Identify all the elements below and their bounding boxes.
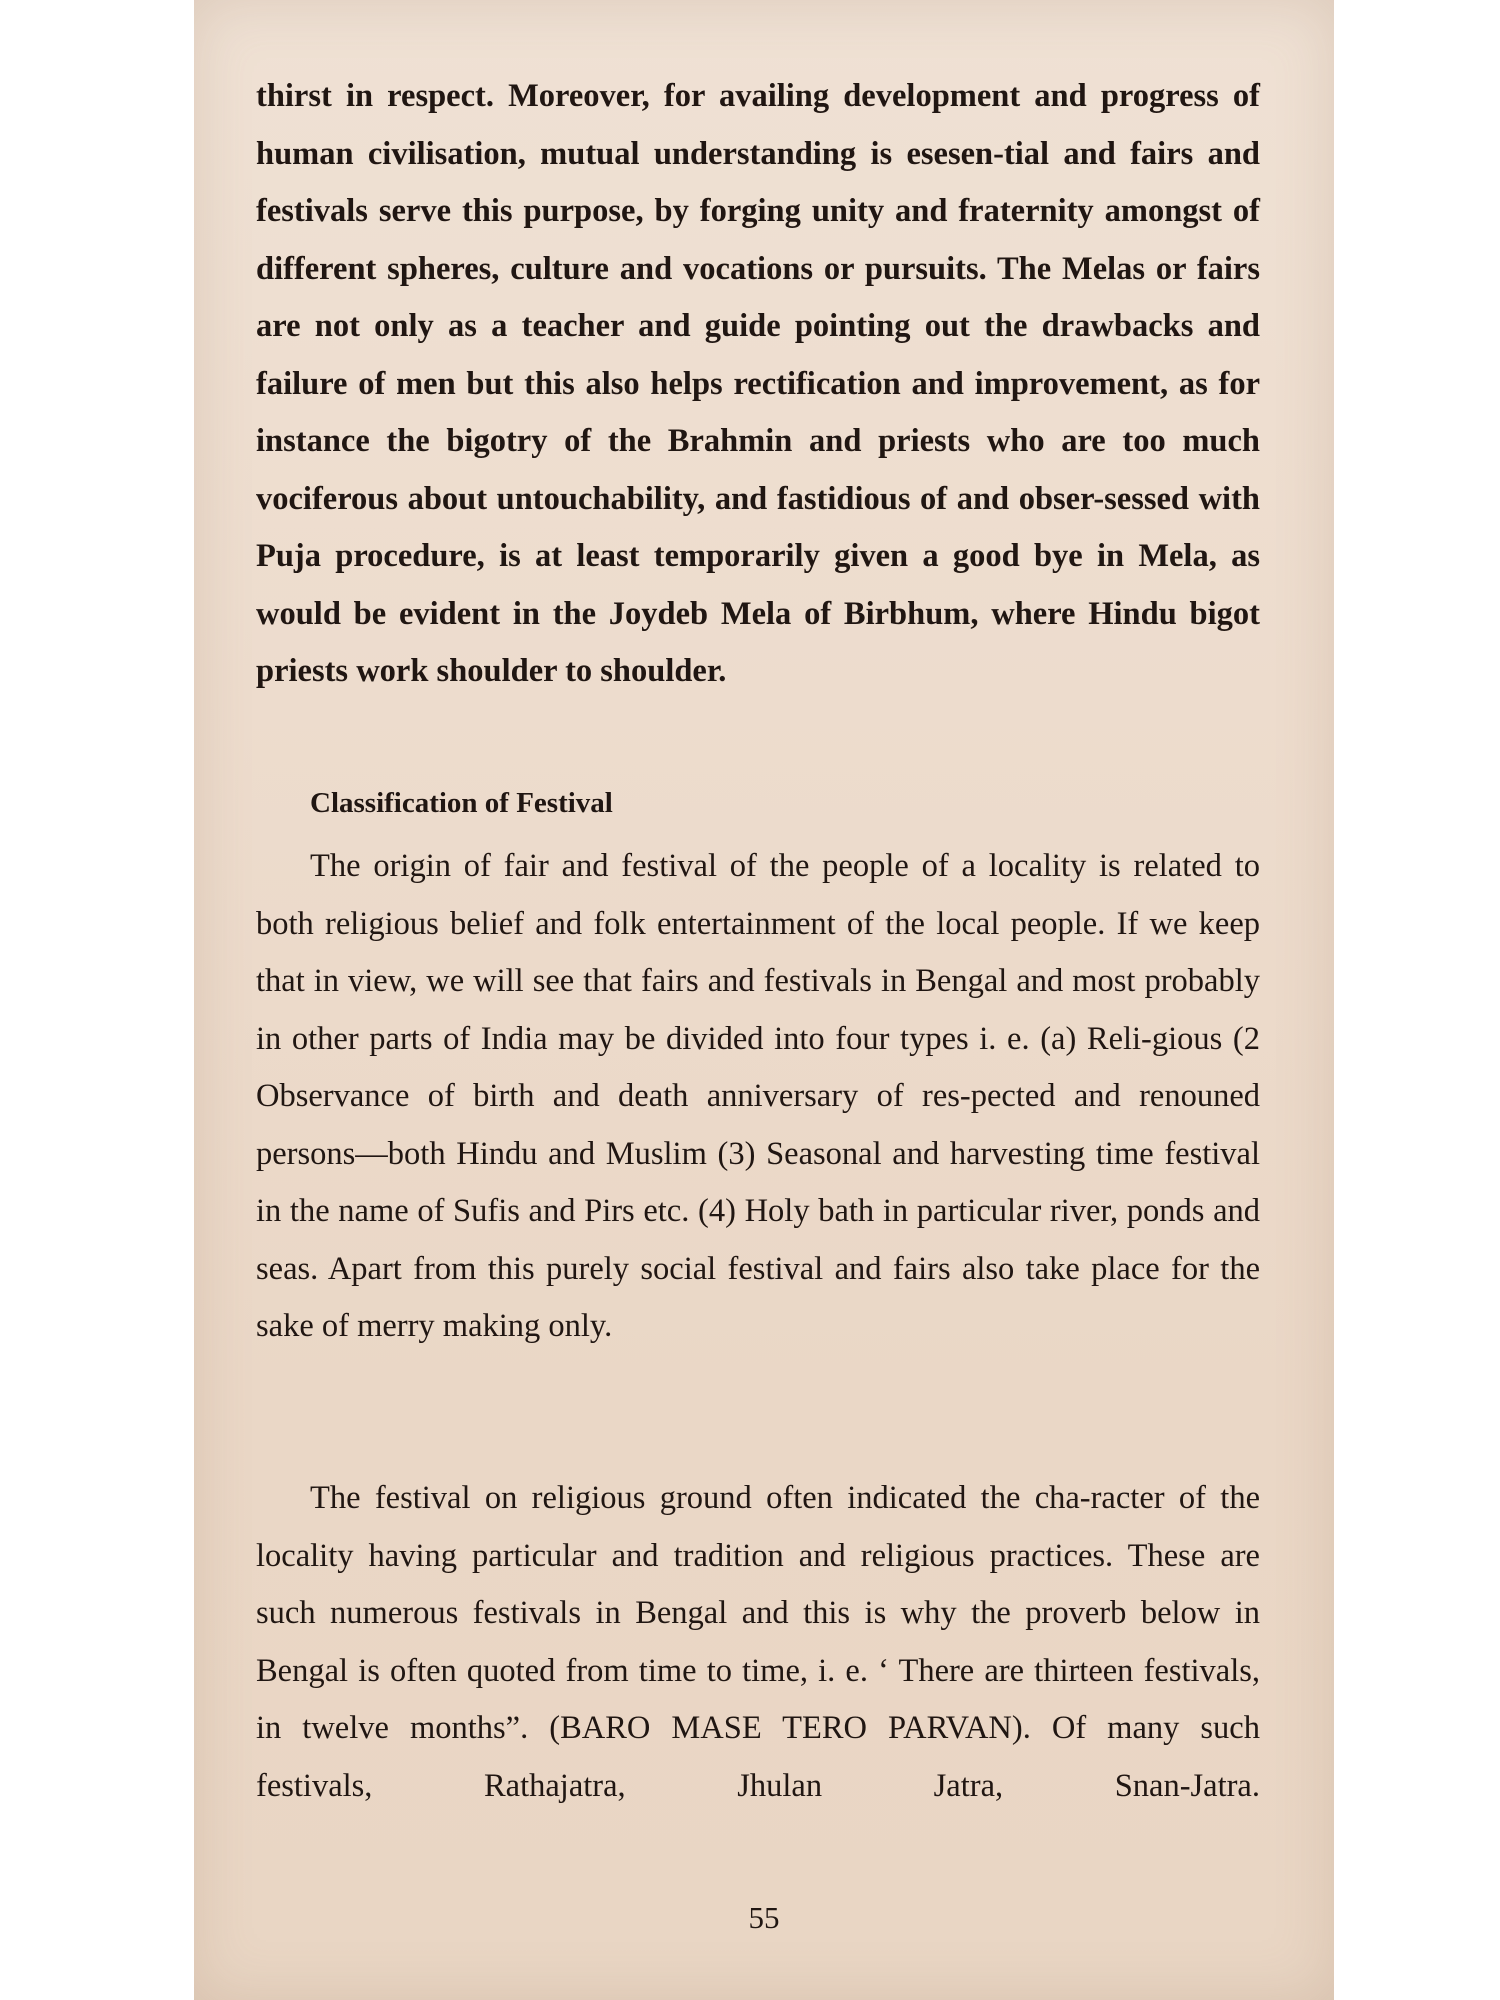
page-number: 55 (748, 1900, 780, 1935)
section-heading: Classification of Festival (310, 787, 613, 819)
body-paragraph-1 (256, 68, 1260, 701)
paragraph-text: The origin of fair and festival of the people of a locality is related to both religious belief and folk entertainment of the local people. If we keep that in view, we will see that fairs and festivals in Bengal and most probably in other parts of India may be divided into four types i. e. (a) Reli-gious (2 Observance of birth and death anniversary of res-pected and renouned persons—both Hindu and Muslim (3) Seasonal and harvesting time festival in the name of Sufis and Pirs etc. (4) Holy bath in particular river, ponds and seas. Apart from this purely social festival and fairs also take place for the sake of merry making only. (256, 848, 1260, 1344)
paragraph-text: The festival on religious ground often indicated the cha-racter of the locality having particular and tradition and religious practices. These are such numerous festivals in Bengal and this is why the proverb below in Bengal is often quoted from time to time, i. e. ‘ There are thirteen festivals, in twelve months”. (BARO MASE TERO PARVAN). Of many such festivals, Rathajatra, Jhulan Jatra, Snan-Jatra. (256, 1480, 1260, 1804)
paragraph-text: thirst in respect. Moreover, for availing development and progress of human civilisation, mutual understanding is esesen-tial and fairs and festivals serve this purpose, by forging unity and fraternity amongst of different spheres, culture and vocations or pursuits. The Melas or fairs are not only as a teacher and guide pointing out the drawbacks and failure of men but this also helps rectification and improvement, as for instance the bigotry of the Brahmin and priests who are too much vociferous about untouchability, and fastidious of and obser-sessed with Puja procedure, is at least temporarily given a good bye in Mela, as would be evident in the Joydeb Mela of Birbhum, where Hindu bigot priests work shoulder to shoulder. (256, 78, 1260, 689)
body-paragraph-2 (256, 838, 1260, 1356)
body-paragraph-3 (256, 1470, 1260, 1815)
book-page (194, 0, 1334, 2000)
